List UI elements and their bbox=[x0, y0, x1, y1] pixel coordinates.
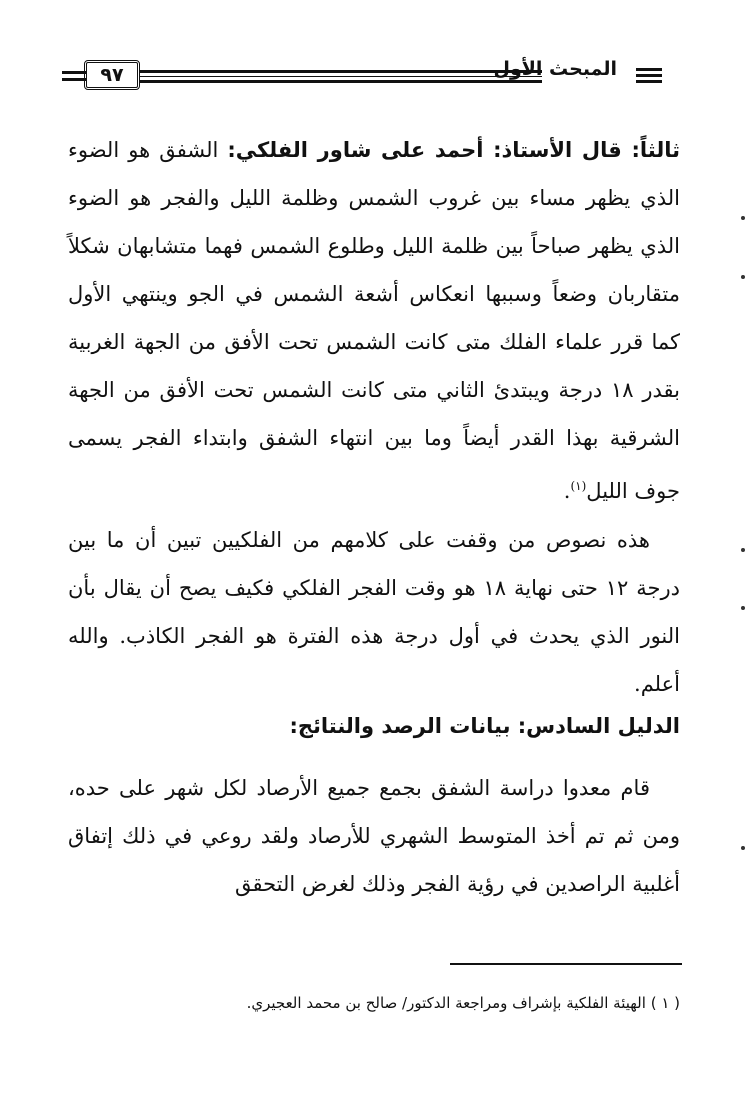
header-rule bbox=[62, 78, 86, 81]
paragraph-1 bbox=[68, 126, 680, 515]
header-rule bbox=[140, 70, 542, 73]
margin-mark bbox=[741, 216, 745, 220]
footnote-reference[interactable]: (١) bbox=[570, 479, 587, 493]
paragraph-end: . bbox=[563, 479, 571, 503]
page-number: ٩٧ bbox=[84, 60, 140, 90]
section-heading: الدليل السادس: بيانات الرصد والنتائج: bbox=[289, 714, 680, 738]
header-ornament bbox=[636, 68, 662, 86]
header-rule bbox=[140, 76, 542, 77]
margin-mark bbox=[741, 275, 745, 279]
header-rule bbox=[62, 71, 86, 74]
paragraph-2: هذه نصوص من وقفت على كلامهم من الفلكيين تبين أن ما بين درجة ١٢ حتى نهاية ١٨ هو وقت الفجر الفلكي فكيف يصح أن يقال بأن النور الذي يحدث في أول درجة هذه الفترة هو الفجر الكاذب. والله أعلم. bbox=[68, 528, 680, 696]
margin-mark bbox=[741, 606, 745, 610]
margin-mark bbox=[741, 846, 745, 850]
paragraph-3: قام معدوا دراسة الشفق بجمع جميع الأرصاد لكل شهر على حده، ومن ثم تم أخذ المتوسط الشهري للأرصاد ولقد روعي في ذلك إتفاق أغلبية الراصدين في رؤية الفجر وذلك لغرض التحقق bbox=[68, 776, 680, 896]
header-rule bbox=[140, 80, 542, 83]
footnote-text: الهيئة الفلكية بإشراف ومراجعة الدكتور/ صالح بن محمد العجيري. bbox=[246, 994, 646, 1012]
footnote-marker: ( ١ ) bbox=[650, 994, 680, 1012]
footnote bbox=[68, 994, 680, 1012]
margin-mark bbox=[741, 548, 745, 552]
footnote-divider bbox=[450, 963, 682, 965]
page-header bbox=[62, 58, 662, 98]
paragraph-lead: ثالثاً: قال الأستاذ: أحمد على شاور الفلكي: bbox=[227, 138, 680, 162]
section-title: المبحث الأول bbox=[493, 58, 617, 80]
paragraph-text: الشفق هو الضوء الذي يظهر مساء بين غروب الشمس وظلمة الليل والفجر هو الضوء الذي يظهر صباحاً بين ظلمة الليل وطلوع الشمس فهما متشابهان شكلاً متقاربان وضعاً وسببها انعكاس أشعة الشمس في الجو وينتهي الأول كما قرر علماء الفلك متى كانت الشمس تحت الأفق من الجهة الغربية بقدر ١٨ درجة ويبتدئ الثاني متى كانت الشمس تحت الأفق من الجهة الشرقية بهذا القدر أيضاً وما بين انتهاء الشفق وابتداء الفجر يسمى جوف الليل bbox=[68, 138, 680, 503]
